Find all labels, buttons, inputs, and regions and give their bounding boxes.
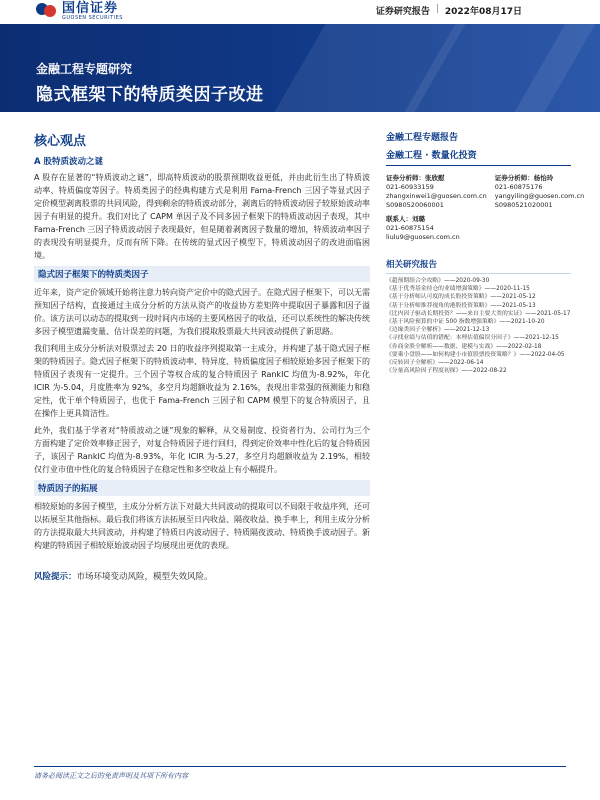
analyst-block xyxy=(386,174,585,210)
related-report-item[interactable]: 《比内因子驱动长期投资？——来自主要大类的实证》——2021-05-17 xyxy=(386,310,571,317)
related-report-item[interactable]: 《反转因子全解析》——2022-06-14 xyxy=(386,360,484,367)
analyst-name: 证券分析师：杨怡玲 xyxy=(494,174,554,182)
analyst-name: 证券分析师：张欣慰 xyxy=(386,174,445,182)
paragraph-5: 相较原始的多因子模型，主成分分析方法下对最大共同波动的提取可以不局限于收益序列，还可以拓展至其他指标。最后我们将该方法拓展至日内收益、隔夜收益、换手率上，利用主成分分析的方法提取最大共同波动，并构建了特质日内波动因子、特质隔夜波动、特质换手波动因子。新构建的特质因子相较原始波动因子均展现出更优的表现。 xyxy=(34,502,370,550)
analyst-cert: S0980520060001 xyxy=(386,201,444,209)
related-reports-title: 相关研究报告 xyxy=(386,258,571,274)
contact-email[interactable]: liulu9@guosen.com.cn xyxy=(386,233,460,241)
related-report-item[interactable]: 《券商金股全解析——数据、建模与实战》——2022-02-18 xyxy=(386,343,542,350)
logo-mark-icon xyxy=(36,1,58,21)
analyst-phone: 021-60875176 xyxy=(494,183,543,191)
analyst-card xyxy=(495,174,585,210)
meta-separator: | xyxy=(435,4,439,14)
related-report-item[interactable]: 《基于分析师推荐视角的港股投资策略》——2021-05-13 xyxy=(386,302,536,309)
related-report-item[interactable]: 《边缘类因子全解析》——2021-12-13 xyxy=(386,327,490,334)
related-report-item[interactable]: 《寻找业绩与估值的错配：本理估值偏误分因子》——2021-12-15 xyxy=(386,335,559,342)
paragraph-1: A 股存在显著的“特质波动之谜”，即高特质波动的股票预期收益更低，并由此衍生出了特质波动率、特质偏度等因子。特质类因子的经典构建方式是利用 Fama-French 三因子等显式因子定价模型剥离股票的共同风险，得到剩余的特质波动部分，剥离后的特质波动因子较原始波动率因子有明显的提升。我们对比了 CAPM 单因子及不同多因子框架下的特质波动因子表现，其中 Fama-French 三因子特质波动因子表现最好，但是随着剥离因子数量的增加，特质波动率因子的表现没有明显提升，反而有所下降。在传统的显式因子模型下，特质波动因子的改进面临困境。 xyxy=(34,173,370,260)
analyst-card xyxy=(386,174,487,210)
risk-warning xyxy=(34,570,370,582)
report-title: 隐式框架下的特质类因子改进 xyxy=(36,85,264,105)
analyst-cert: S0980521020001 xyxy=(494,201,553,209)
paragraph-2: 近年来，资产定价领域开始将注意力转向资产定价中的隐式因子。在隐式因子框架下，可以无需预知因子结构，直接通过主成分分析的方法从资产的收益协方差矩阵中提取因子暴露和因子溢价。该方法可以动态的提取到一段时间内市场的主要风格因子的收益，还可以系统性的解决传统多因子模型遗漏变量、估计误差的问题，为我们提取股票最大共同波动提供了新思路。 xyxy=(34,288,370,336)
disclaimer-text: 请务必阅读正文之后的免责声明及其项下所有内容 xyxy=(34,772,188,780)
analyst-phone: 021-60933159 xyxy=(386,183,434,191)
title-banner xyxy=(0,24,600,112)
logo-cn-text: 国信证券 xyxy=(62,0,119,16)
analyst-email[interactable]: zhangxinwei1@guosen.com.cn xyxy=(386,192,487,200)
logo-en-text: GUOSEN SECURITIES xyxy=(62,14,123,21)
top-bar xyxy=(0,0,600,24)
report-date: 2022年08月17日 xyxy=(444,7,522,17)
report-category: 金融工程专题研究 xyxy=(36,62,133,76)
company-logo xyxy=(36,0,123,22)
page-footer xyxy=(34,766,566,781)
related-report-item[interactable]: 《要乘小盘股——如何构建小市值股票投资策略？》——2022-04-05 xyxy=(386,351,565,358)
related-report-item[interactable]: 《基于分析师认可度的成长股投资策略》——2021-05-12 xyxy=(386,294,536,301)
related-reports-list xyxy=(386,277,571,375)
risk-label: 风险提示： xyxy=(34,572,77,582)
related-report-item[interactable]: 《超预期组合全攻略》——2020-09-30 xyxy=(386,278,490,284)
report-meta xyxy=(376,4,522,17)
main-content xyxy=(34,130,370,582)
related-report-item[interactable]: 《基于风险预算的中证 500 指数增强策略》——2021-10-20 xyxy=(386,319,545,326)
related-report-item[interactable]: 《分量高风险因子程度初探》——2022-08-22 xyxy=(386,368,507,375)
contact-block xyxy=(386,215,571,242)
paragraph-4: 此外，我们基于学者对“特质波动之谜”现象的解释，从交易制度、投资者行为、公司行为三个方面构建了定价效率修正因子，对复合特质因子进行回归，得到定价效率中性化后的复合特质因子，该因子 RankIC 均值为-8.93%，年化 ICIR 为-5.27，多空月均超额收益为 2.19%，相较仅行业市值中性化的复合特质因子在稳定性和多空收益上有小幅提升。 xyxy=(34,426,370,474)
section-title: 核心观点 xyxy=(34,134,87,149)
band-factor-extension: 特质因子的拓展 xyxy=(34,480,370,496)
sidebar-title-report: 金融工程专题报告 xyxy=(386,133,459,143)
report-type: 证券研究报告 xyxy=(375,7,430,17)
sidebar xyxy=(386,130,585,375)
paragraph-3: 我们利用主成分分析法对股票过去 20 日的收益序列提取第一主成分，并构建了基于隐式因子框架的特质因子。隐式因子框架下的特质波动率、特异度、特质偏度因子相较原始多因子框架下的特质因子表现有一定提升。三个因子等权合成的复合特质因子 RankIC 均值为-8.92%，年化 ICIR 为-5.04，月度胜率为 92%，多空月均超额收益为 2.16%，表现出非常强的预测能力和稳定性，优于单个特质因子，也优于 Fama-French 三因子和 CAPM 模型下的复合特质因子，且在操作上更具简洁性。 xyxy=(34,344,370,418)
risk-text: 市场环境变动风险，模型失效风险。 xyxy=(76,572,213,582)
analyst-email[interactable]: yangyiling@guosen.com.cn xyxy=(494,192,585,200)
contact-name: 联系人：刘璐 xyxy=(386,215,425,223)
band-implicit-framework: 隐式因子框架下的特质类因子 xyxy=(34,266,370,282)
related-report-item[interactable]: 《基于优秀基金持仓的业绩增强策略》——2020-11-15 xyxy=(386,286,530,293)
sidebar-title-category: 金融工程 · 数量化投资 xyxy=(386,148,571,166)
subhead-volatility-puzzle: A 股特质波动之谜 xyxy=(34,157,104,167)
contact-phone: 021-60875154 xyxy=(386,224,434,232)
